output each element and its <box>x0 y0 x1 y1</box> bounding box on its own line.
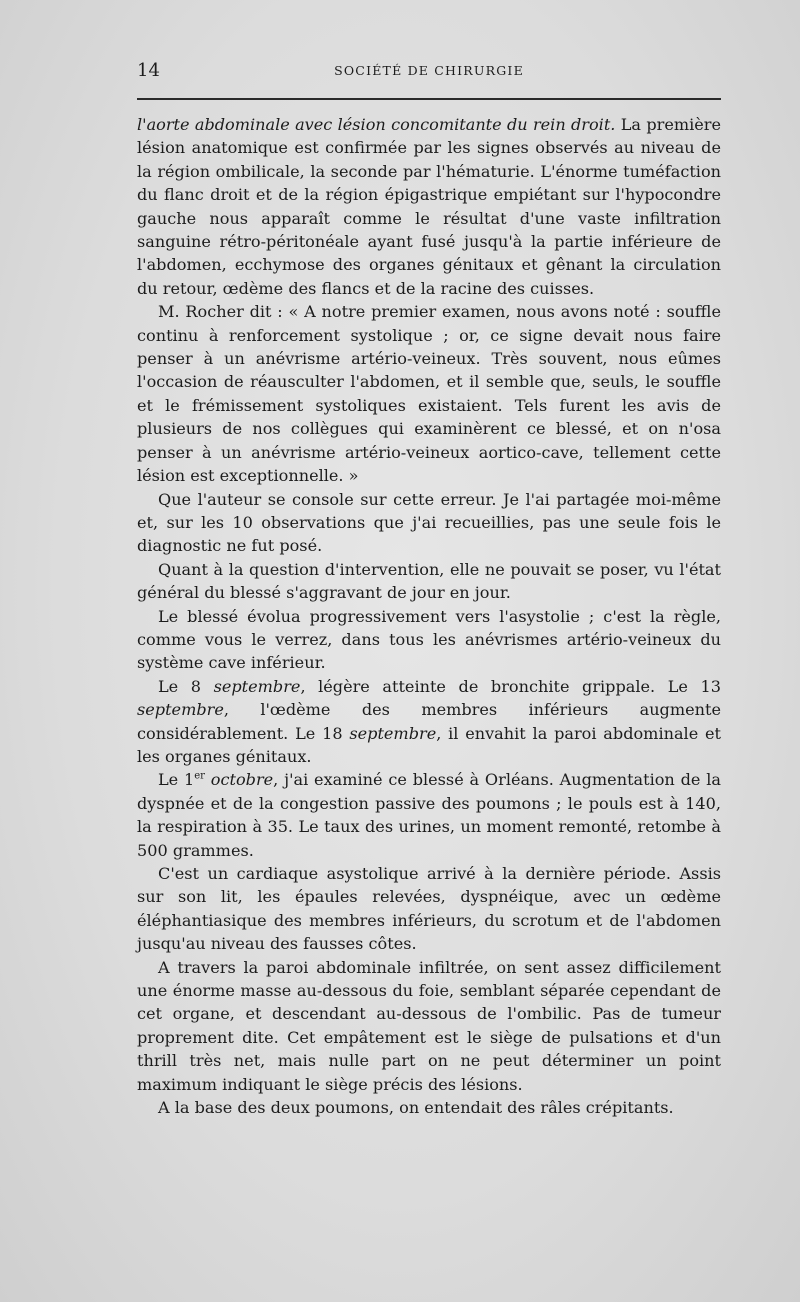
text-segment: A travers la paroi abdominale infiltrée, on sent assez difficilement une énorme masse au-dessous du foie, semblant séparée cependant de cet organe, et descendant au-dessous de l'ombilic. Pas de tumeur proprement dite. Cet empâtement est le siège de pulsations et d'un thrill très net, mais nulle part on ne peut déterminer un point maximum indiquant le siège précis des lésions. <box>137 957 721 1094</box>
italic-text: l'aorte abdominale avec lésion concomitante du rein droit. <box>137 115 616 134</box>
paragraph <box>137 956 721 1096</box>
text-segment: Le 8 <box>158 676 214 696</box>
paragraph <box>137 675 721 769</box>
text-segment: A la base des deux poumons, on entendait des râles crépitants. <box>158 1098 674 1118</box>
paragraph <box>137 558 721 605</box>
text-segment: , l'œdème des membres inférieurs augmente considérablement. Le 18 <box>137 700 721 743</box>
text-segment: Le 1 <box>158 770 195 790</box>
text-segment: Que l'auteur se console sur cette erreur. Je l'ai partagée moi-même et, sur les 10 observations que j'ai recueillies, pas une seule fois le diagnostic ne fut posé. <box>137 489 721 556</box>
italic-text: septembre <box>213 676 301 696</box>
italic-text: octobre <box>210 770 274 790</box>
body-text <box>137 113 721 1119</box>
paragraph <box>137 113 721 300</box>
italic-text: septembre <box>349 723 437 743</box>
header-rule <box>137 98 721 100</box>
paragraph <box>137 300 721 487</box>
paragraph <box>137 605 721 675</box>
paragraph <box>137 488 721 558</box>
page-header <box>137 60 721 84</box>
text-segment: La première lésion anatomique est confirmée par les signes observés au niveau de la région ombilicale, la seconde par l'hématurie. L'énorme tuméfaction du flanc droit et de la région épigastrique empiétant sur l'hypocondre gauche nous apparaît comme le résultat d'une vaste infiltration sanguine rétro-péritonéale ayant fusé jusqu'à la partie inférieure de l'abdomen, ecchymose des organes génitaux et gênant la circulation du retour, œdème des flancs et de la racine des cuisses. <box>137 115 721 298</box>
paragraph <box>137 1096 721 1119</box>
text-segment: Le blessé évolua progressivement vers l'asystolie ; c'est la règle, comme vous le verrez, dans tous les anévrismes artério-veineux du système cave inférieur. <box>137 606 721 673</box>
italic-text: septembre <box>137 700 224 720</box>
text-segment: C'est un cardiaque asystolique arrivé à la dernière période. Assis sur son lit, les épaules relevées, dyspnéique, avec un œdème éléphantiasique des membres inférieurs, du scrotum et de l'abdomen jusqu'au niveau des fausses côtes. <box>137 864 721 954</box>
page-number: 14 <box>137 60 160 81</box>
running-title: SOCIÉTÉ DE CHIRURGIE <box>334 63 524 78</box>
text-segment: , légère atteinte de bronchite grippale. Le 13 <box>300 676 721 696</box>
text-segment: Quant à la question d'intervention, elle ne pouvait se poser, vu l'état général du blessé s'aggravant de jour en jour. <box>137 559 721 603</box>
paragraph <box>137 862 721 956</box>
text-segment: , il envahit la paroi abdominale et les organes génitaux. <box>137 723 721 766</box>
superscript: er <box>194 771 205 783</box>
text-segment: , j'ai examiné ce blessé à Orléans. Augmentation de la dyspnée et de la congestion passive des poumons ; le pouls est à 140, la respiration à 35. Le taux des urines, un moment remonté, retombe à 500 grammes. <box>137 770 721 860</box>
paragraph <box>137 768 721 862</box>
text-segment: M. Rocher dit : « A notre premier examen, nous avons noté : souffle continu à renforcement systolique ; or, ce signe devait nous faire penser à un anévrisme artério-veineux. Très souvent, nous eûmes l'occasion de réausculter l'abdomen, et il semble que, seuls, le souffle et le frémissement systoliques existaient. Tels furent les avis de plusieurs de nos collègues qui examinèrent ce blessé, et on n'osa penser à un anévrisme artério-veineux aortico-cave, tellement cette lésion est exceptionnelle. » <box>137 302 721 486</box>
